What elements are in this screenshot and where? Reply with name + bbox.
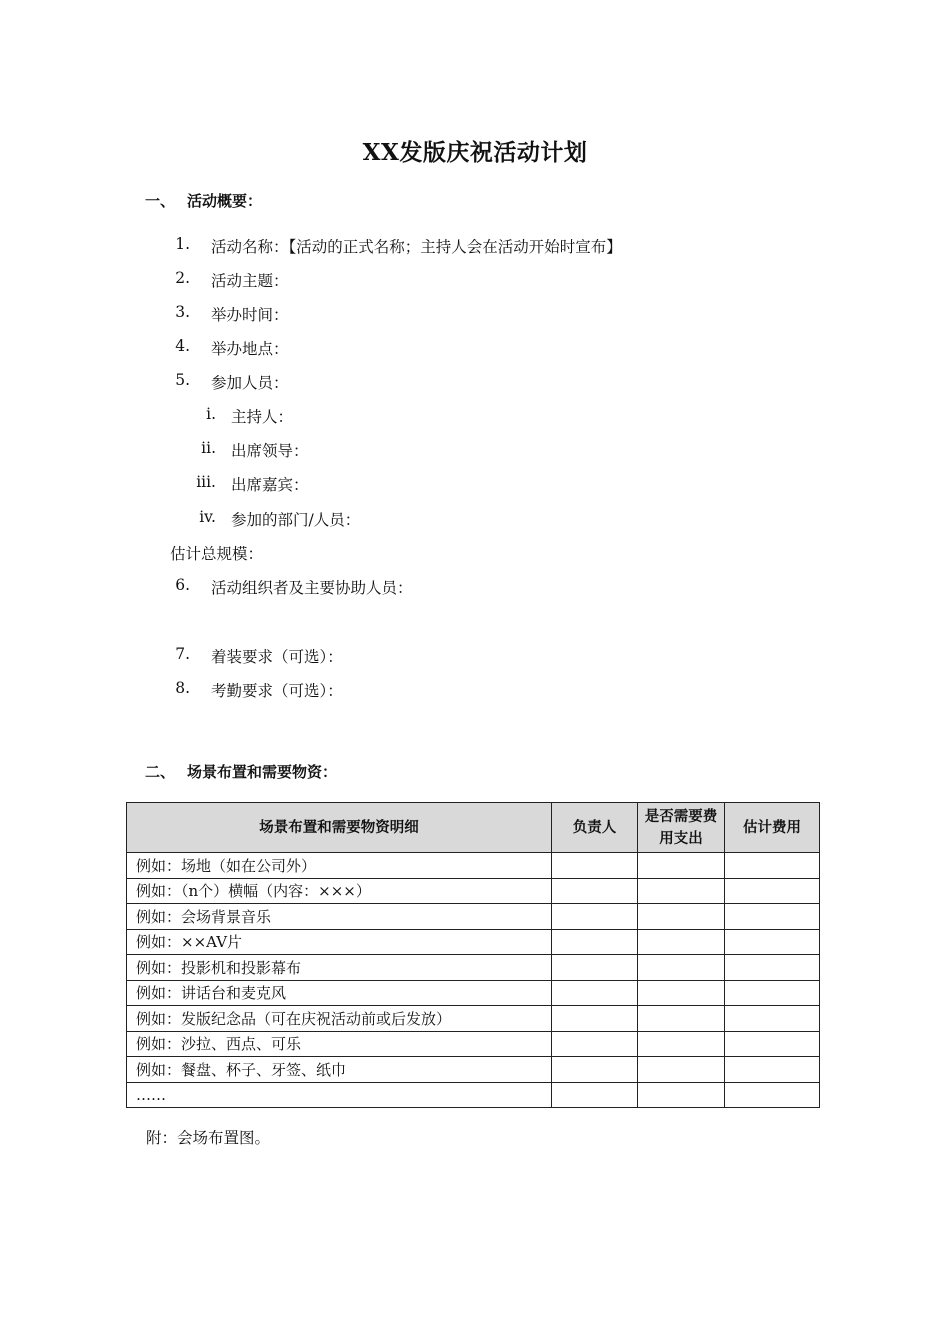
table-cell	[638, 980, 725, 1006]
table-cell	[552, 1006, 638, 1032]
item-8-number: 8.	[175, 679, 190, 697]
materials-table	[126, 802, 820, 1108]
section-2-number: 二、	[145, 763, 176, 781]
subitem-leaders: 出席领导：	[231, 442, 309, 460]
table-cell	[552, 1057, 638, 1083]
item-1-number: 1.	[175, 235, 190, 253]
table-cell	[638, 853, 725, 879]
item-2-number: 2.	[175, 269, 190, 287]
item-7-number: 7.	[175, 645, 190, 663]
table-cell	[552, 878, 638, 904]
table-cell	[552, 929, 638, 955]
item-time: 举办时间：	[211, 306, 289, 324]
table-row	[127, 904, 820, 930]
table-cell: 例如：沙拉、西点、可乐	[127, 1031, 552, 1057]
item-attendance: 考勤要求（可选）：	[211, 682, 343, 700]
header-estimated-cost: 估计费用	[725, 803, 820, 853]
subitem-ii-number: ii.	[201, 439, 216, 457]
table-cell	[725, 904, 820, 930]
table-cell	[552, 955, 638, 981]
header-owner: 负责人	[552, 803, 638, 853]
section-2-heading: 场景布置和需要物资：	[187, 763, 338, 781]
table-cell: 例如：××AV片	[127, 929, 552, 955]
table-row	[127, 1031, 820, 1057]
table-cell	[552, 980, 638, 1006]
table-row	[127, 1082, 820, 1108]
table-cell	[552, 853, 638, 879]
table-cell: 例如：投影机和投影幕布	[127, 955, 552, 981]
table-row	[127, 1006, 820, 1032]
table-row	[127, 1057, 820, 1083]
table-cell	[638, 1031, 725, 1057]
table-cell	[638, 1057, 725, 1083]
document-title: XX发版庆祝活动计划	[362, 139, 588, 166]
subitem-i-number: i.	[206, 405, 216, 423]
table-row	[127, 929, 820, 955]
table-cell	[725, 1031, 820, 1057]
table-row	[127, 878, 820, 904]
table-cell	[638, 1082, 725, 1108]
item-activity-theme: 活动主题：	[211, 272, 289, 290]
subitem-departments: 参加的部门/人员：	[231, 511, 361, 529]
item-organizers: 活动组织者及主要协助人员：	[211, 579, 413, 597]
item-6-number: 6.	[175, 576, 190, 594]
section-1-heading: 活动概要：	[187, 192, 263, 210]
table-cell: 例如：发版纪念品（可在庆祝活动前或后发放）	[127, 1006, 552, 1032]
table-cell: 例如：餐盘、杯子、牙签、纸巾	[127, 1057, 552, 1083]
subitem-guests: 出席嘉宾：	[231, 476, 309, 494]
item-5-number: 5.	[175, 371, 190, 389]
subitem-iv-number: iv.	[199, 508, 216, 526]
header-details: 场景布置和需要物资明细	[127, 803, 552, 853]
attachment-note: 附：会场布置图。	[146, 1129, 271, 1147]
subitem-host: 主持人：	[231, 408, 294, 426]
table-cell	[638, 929, 725, 955]
table-cell: 例如：场地（如在公司外）	[127, 853, 552, 879]
item-4-number: 4.	[175, 337, 190, 355]
table-cell: 例如：会场背景音乐	[127, 904, 552, 930]
table-row	[127, 955, 820, 981]
item-3-number: 3.	[175, 303, 190, 321]
table-row	[127, 853, 820, 879]
table-cell: 例如：（n个）横幅（内容：×××）	[127, 878, 552, 904]
table-cell	[725, 878, 820, 904]
table-cell	[638, 955, 725, 981]
item-location: 举办地点：	[211, 340, 289, 358]
table-cell	[725, 980, 820, 1006]
table-cell	[638, 904, 725, 930]
table-cell	[638, 1006, 725, 1032]
table-cell	[725, 853, 820, 879]
estimated-scale: 估计总规模：	[170, 545, 264, 563]
item-activity-name: 活动名称：【活动的正式名称；主持人会在活动开始时宣布】	[211, 238, 622, 256]
table-cell	[552, 1031, 638, 1057]
table-row	[127, 980, 820, 1006]
table-cell	[725, 955, 820, 981]
table-cell: 例如：讲话台和麦克风	[127, 980, 552, 1006]
table-cell	[725, 929, 820, 955]
table-cell	[552, 1082, 638, 1108]
subitem-iii-number: iii.	[196, 473, 216, 491]
table-cell	[638, 878, 725, 904]
table-cell	[725, 1006, 820, 1032]
table-cell	[552, 904, 638, 930]
table-cell: ……	[127, 1082, 552, 1108]
header-needs-expense: 是否需要费用支出	[638, 803, 725, 853]
table-cell	[725, 1057, 820, 1083]
table-cell	[725, 1082, 820, 1108]
table-header-row	[127, 803, 820, 853]
item-participants: 参加人员：	[211, 374, 289, 392]
section-1-number: 一、	[145, 192, 176, 210]
item-dress-code: 着装要求（可选）：	[211, 648, 343, 666]
